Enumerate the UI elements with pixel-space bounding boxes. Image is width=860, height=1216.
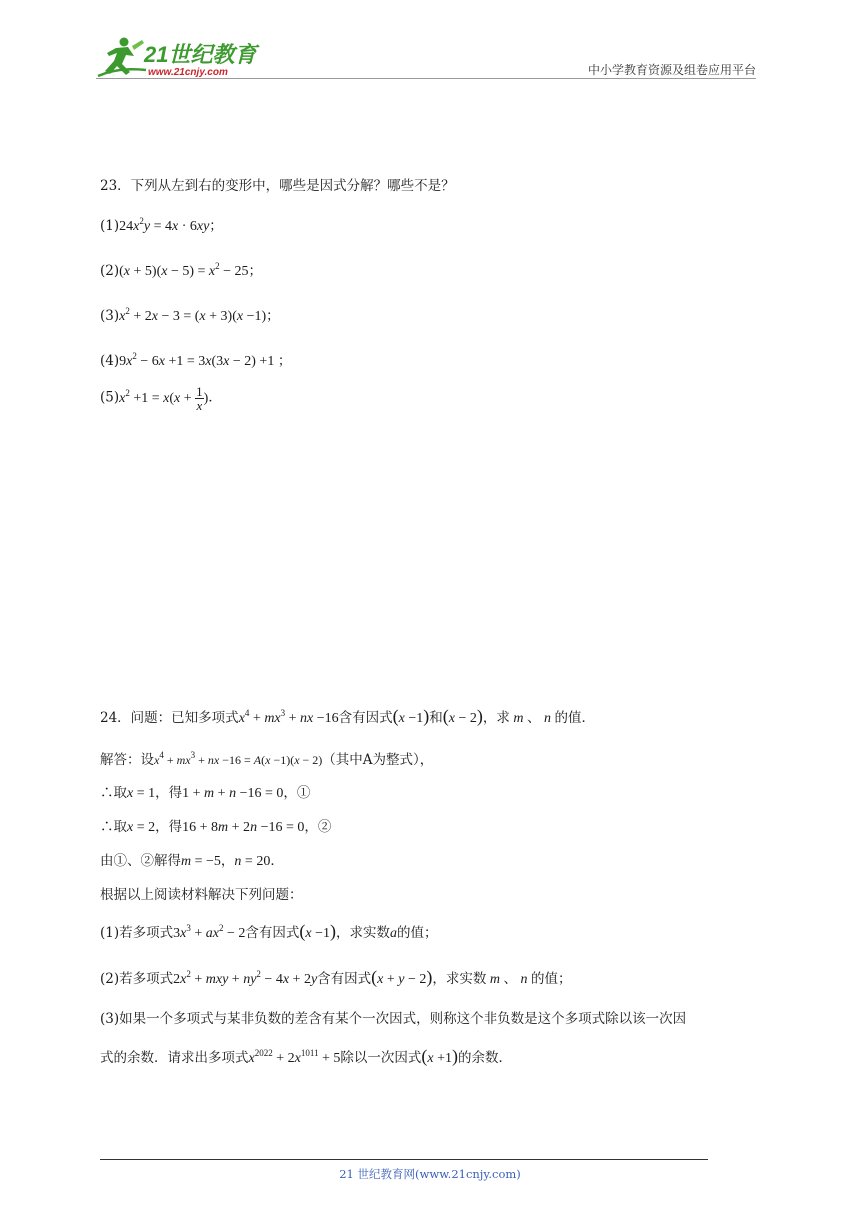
part-text: 、 xyxy=(503,971,518,987)
step-text: ∴取 xyxy=(100,819,127,835)
equation: $(x + 5)(x - 5) = x^2 - 25$ xyxy=(119,261,249,279)
site-name: 中小学教育资源及组卷应用平台 xyxy=(587,63,756,77)
part-text: (1)若多项式 xyxy=(100,925,174,941)
q23-item-4 xyxy=(100,349,291,370)
logo-text: 21世纪教育 xyxy=(144,42,257,67)
stem-text: 和 xyxy=(429,710,443,726)
item-label: (4) xyxy=(100,353,120,369)
part-text: 的值； xyxy=(531,971,572,987)
equation: $x^2 +1 = x(x$ + $\frac{1}{x}$ ) xyxy=(119,384,209,413)
stem-text: 的值． xyxy=(554,710,596,726)
part-text: 除以一次因式 xyxy=(340,1050,422,1066)
q24-solution xyxy=(100,849,284,870)
stem-text: ，求 xyxy=(482,710,510,726)
part-text: 含有因式 xyxy=(317,971,372,987)
item-tail: ； xyxy=(266,308,280,324)
fraction: $\frac{1}{x}$ xyxy=(196,384,203,413)
result: m = −5 xyxy=(181,854,221,869)
q24-step-2 xyxy=(100,815,331,836)
item-label: (5) xyxy=(100,389,120,406)
variable: n xyxy=(520,972,528,987)
solution-text: ， xyxy=(220,853,235,869)
factor: (x +1) xyxy=(421,1046,459,1066)
item-tail: ； xyxy=(277,353,292,369)
substitution: x = 1 xyxy=(127,786,156,801)
answer-note: （其中A为整式）， xyxy=(322,752,434,768)
part-text: 的值； xyxy=(397,925,438,941)
part-text: 的余数． xyxy=(458,1050,513,1066)
footer-divider xyxy=(100,1159,708,1160)
step-text: ∴取 xyxy=(100,785,127,801)
part-text: ，求实数 xyxy=(432,971,487,987)
variable: m xyxy=(513,711,524,726)
factor: (x − 2) xyxy=(442,706,483,726)
equation: 16 + 8m + 2n −16 = 0 xyxy=(182,820,305,835)
part-text: 式的余数．请求出多项式 xyxy=(100,1050,249,1066)
q24-part-3-line-2 xyxy=(100,1046,512,1067)
item-label: (2) xyxy=(100,263,120,279)
step-text: ，得 xyxy=(155,819,183,835)
stem-text: 含有因式 xyxy=(338,710,393,726)
factor: (x −1) xyxy=(392,706,430,726)
polynomial: $2x^2$ + mxy + $ny^2 - 4x + 2y$ xyxy=(173,969,318,987)
q24-answer xyxy=(100,748,433,768)
q23-item-1 xyxy=(100,214,223,235)
q24-step-1 xyxy=(100,781,310,802)
q24-stem xyxy=(100,706,595,727)
part-text: (2)若多项式 xyxy=(100,971,174,987)
substitution: x = 2 xyxy=(127,820,156,835)
variable: a xyxy=(390,926,397,941)
q23-item-3 xyxy=(100,304,280,325)
part-text: ，求实数 xyxy=(336,925,390,941)
item-tail: ； xyxy=(248,263,263,279)
item-label: (3) xyxy=(100,308,120,324)
header-divider xyxy=(96,78,756,79)
answer-text: 解答：设 xyxy=(100,752,154,768)
equation: 1 + m + n −16 = 0 xyxy=(182,786,284,801)
polynomial: $x^{2022} + 2x^{1011} + 5$ xyxy=(248,1048,341,1066)
q24-read: 根据以上阅读材料解决下列问题： xyxy=(100,887,303,903)
runner-icon xyxy=(98,38,146,77)
logo xyxy=(96,34,266,80)
variable: n xyxy=(544,711,552,726)
polynomial: $3x^3 + ax^2 - 2$ xyxy=(173,923,246,941)
item-tail: ． xyxy=(208,389,222,406)
equation: $x^2 + 2x - 3 = (x + 3)(x -1)$ xyxy=(119,306,267,324)
item-tail: ； xyxy=(209,218,223,234)
solution-text: ． xyxy=(270,853,284,869)
solution-text: 由①、②解得 xyxy=(100,853,181,869)
q24-part-1 xyxy=(100,921,438,942)
variable: m xyxy=(489,972,501,987)
polynomial: $x^4 + mx^3$ + nx −16 xyxy=(238,708,339,726)
factor: (x −1) xyxy=(299,921,336,941)
q24-part-2 xyxy=(100,967,572,988)
part-text: 含有因式 xyxy=(245,925,300,941)
result: n = 20 xyxy=(234,854,271,869)
item-label: (1) xyxy=(100,218,120,234)
equation: $9x^2 - 6x +1 = 3x(3x - 2) +1$ xyxy=(119,351,278,369)
identity: $x^4 + mx^3$ + nx −16 = A(x −1)(x − 2) xyxy=(154,750,323,767)
step-mark: ，① xyxy=(283,785,311,801)
q23-item-2 xyxy=(100,259,262,280)
q24-part-3-line-1: (3)如果一个多项式与某非负数的差含有某个一次因式，则称这个非负数是这个多项式除以该一次因 xyxy=(100,1011,687,1027)
logo-url: www.21cnjy.com xyxy=(148,67,228,78)
q23-stem: 23．下列从左到右的变形中，哪些是因式分解？哪些不是？ xyxy=(100,178,455,194)
q23-item-5 xyxy=(100,385,222,412)
stem-text: 、 xyxy=(527,710,541,726)
footer-link[interactable]: 21 世纪教育网(www.21cnjy.com) xyxy=(339,1167,521,1181)
step-mark: ，② xyxy=(304,819,332,835)
factor: (x + y − 2) xyxy=(371,967,433,987)
step-text: ，得 xyxy=(155,785,183,801)
equation: $24x^2y = 4x \cdot 6xy$ xyxy=(119,216,210,234)
stem-text: 24．问题：已知多项式 xyxy=(100,710,239,726)
